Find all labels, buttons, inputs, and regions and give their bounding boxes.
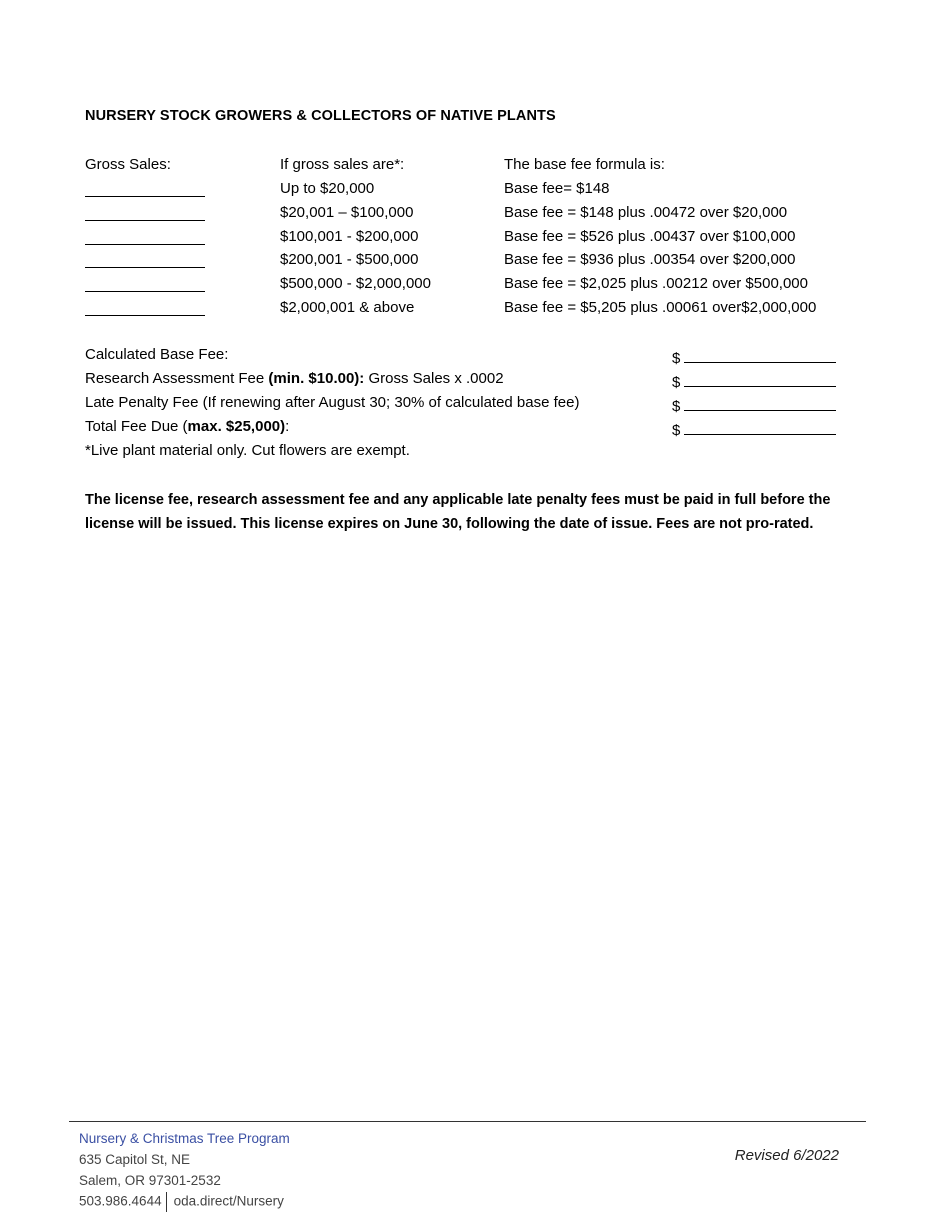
- fee-formula: Base fee = $148 plus .00472 over $20,000: [504, 204, 788, 221]
- base-fee-input[interactable]: [684, 345, 836, 363]
- footer-contact: [79, 1192, 284, 1212]
- total-fee-max: max. $25,000): [187, 418, 286, 435]
- gross-sales-input[interactable]: [85, 250, 205, 268]
- research-fee-min: (min. $10.00):: [268, 370, 365, 387]
- total-fee-label: [85, 417, 289, 437]
- fee-formula: Base fee = $5,205 plus .00061 over$2,000,000: [504, 299, 817, 316]
- research-fee-label: [85, 369, 504, 389]
- total-fee-colon: :: [285, 418, 290, 435]
- research-fee-input[interactable]: [684, 369, 836, 387]
- gross-sales-input[interactable]: [85, 274, 205, 292]
- dollar-sign: $: [672, 422, 681, 439]
- page-title: NURSERY STOCK GROWERS & COLLECTORS OF NATIVE PLANTS: [85, 108, 556, 124]
- gross-sales-input[interactable]: [85, 203, 205, 221]
- sales-range: Up to $20,000: [280, 180, 375, 197]
- footer-address-line1: 635 Capitol St, NE: [79, 1152, 191, 1167]
- base-fee-amount: [672, 345, 836, 369]
- sales-range: $2,000,001 & above: [280, 299, 415, 316]
- revised-date: Revised 6/2022: [734, 1147, 839, 1164]
- research-fee-text: Research Assessment Fee: [85, 370, 269, 387]
- footer-web-link[interactable]: oda.direct/Nursery: [173, 1193, 284, 1209]
- sales-range: $200,001 - $500,000: [280, 251, 419, 268]
- header-gross-sales: Gross Sales:: [85, 156, 171, 173]
- footer-divider: [69, 1121, 866, 1122]
- gross-sales-input[interactable]: [85, 227, 205, 245]
- footer-address-line2: Salem, OR 97301-2532: [79, 1173, 221, 1188]
- license-notice: The license fee, research assessment fee and any applicable late penalty fees must be paid in full before the license will be issued. This license expires on June 30, following the date of issue. Fees are not pro-rated.: [85, 492, 831, 532]
- header-if-gross: If gross sales are*:: [280, 156, 405, 173]
- fee-formula: Base fee= $148: [504, 180, 610, 197]
- total-fee-input[interactable]: [684, 417, 836, 435]
- sales-range: $100,001 - $200,000: [280, 228, 419, 245]
- dollar-sign: $: [672, 374, 681, 391]
- sales-range: $500,000 - $2,000,000: [280, 275, 431, 292]
- research-fee-formula: Gross Sales x .0002: [364, 370, 504, 387]
- footnote: *Live plant material only. Cut flowers are exempt.: [85, 442, 410, 459]
- total-fee-text: Total Fee Due (: [85, 418, 188, 435]
- dollar-sign: $: [672, 398, 681, 415]
- fee-formula: Base fee = $936 plus .00354 over $200,000: [504, 251, 796, 268]
- footer-separator: [166, 1192, 167, 1212]
- header-formula: The base fee formula is:: [504, 156, 665, 173]
- calculated-base-fee-label: Calculated Base Fee:: [85, 346, 229, 363]
- gross-sales-input[interactable]: [85, 179, 205, 197]
- fee-formula: Base fee = $526 plus .00437 over $100,000: [504, 228, 796, 245]
- fee-formula: Base fee = $2,025 plus .00212 over $500,000: [504, 275, 808, 292]
- sales-range: $20,001 – $100,000: [280, 204, 414, 221]
- dollar-sign: $: [672, 350, 681, 367]
- total-fee-amount: [672, 417, 836, 441]
- gross-sales-input[interactable]: [85, 298, 205, 316]
- footer-phone: 503.986.4644: [79, 1193, 162, 1209]
- footer-program: Nursery & Christmas Tree Program: [79, 1131, 290, 1146]
- late-fee-amount: [672, 393, 836, 417]
- late-fee-input[interactable]: [684, 393, 836, 411]
- late-penalty-label: Late Penalty Fee (If renewing after August 30; 30% of calculated base fee): [85, 394, 580, 411]
- research-fee-amount: [672, 369, 836, 393]
